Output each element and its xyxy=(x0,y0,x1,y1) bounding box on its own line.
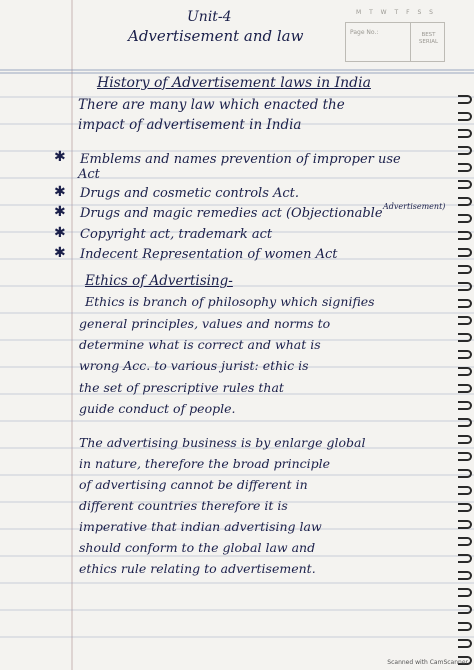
page-number-box xyxy=(345,9,445,62)
spiral-ring xyxy=(458,146,472,155)
spiral-ring xyxy=(458,248,472,257)
spiral-ring xyxy=(458,520,472,529)
spiral-ring xyxy=(458,503,472,512)
bullet-asterisk-icon: ✱ xyxy=(54,204,66,220)
ethics-line: guide conduct of people. xyxy=(79,401,236,416)
spiral-ring xyxy=(458,214,472,223)
page-title: Advertisement and law xyxy=(128,27,304,45)
section-heading-history: History of Advertisement laws in India xyxy=(97,75,371,91)
ethics-line: general principles, values and norms to xyxy=(79,316,331,331)
spiral-ring xyxy=(458,231,472,240)
ethics-line: determine what is correct and what is xyxy=(79,337,321,352)
spiral-ring xyxy=(458,605,472,614)
unit-label: Unit-4 xyxy=(187,9,232,25)
global-line: different countries therefore it is xyxy=(79,498,288,513)
spiral-ring xyxy=(458,571,472,580)
spiral-ring xyxy=(458,197,472,206)
page-number-label: Page No.: xyxy=(350,29,379,36)
section-heading-ethics: Ethics of Advertising- xyxy=(85,273,233,289)
bullet-item-cont: Act xyxy=(78,167,100,182)
scanner-watermark: Scanned with CamScanner xyxy=(387,659,468,666)
spiral-ring xyxy=(458,418,472,427)
spiral-ring xyxy=(458,163,472,172)
spiral-ring xyxy=(458,316,472,325)
spiral-ring xyxy=(458,112,472,121)
spiral-ring xyxy=(458,180,472,189)
spiral-ring xyxy=(458,333,472,342)
spiral-ring xyxy=(458,367,472,376)
spiral-ring xyxy=(458,384,472,393)
spiral-ring xyxy=(458,299,472,308)
bullet-asterisk-icon: ✱ xyxy=(54,184,66,200)
spiral-ring xyxy=(458,452,472,461)
spiral-ring xyxy=(458,537,472,546)
bullet-asterisk-icon: ✱ xyxy=(54,245,66,261)
ethics-line: the set of prescriptive rules that xyxy=(79,380,284,395)
bullet-item-cont: Advertisement) xyxy=(383,202,446,211)
spiral-ring xyxy=(458,435,472,444)
spiral-ring xyxy=(458,282,472,291)
box-divider xyxy=(410,23,411,61)
bullet-item: Drugs and magic remedies act (Objectionable xyxy=(80,206,383,221)
global-line: in nature, therefore the broad principle xyxy=(79,456,331,471)
bullet-item: Drugs and cosmetic controls Act. xyxy=(80,186,300,201)
bullet-asterisk-icon: ✱ xyxy=(54,149,66,165)
global-line: of advertising cannot be different in xyxy=(79,477,308,492)
spiral-ring xyxy=(458,588,472,597)
ethics-line: Ethics is branch of philosophy which signifies xyxy=(85,294,375,309)
intro-line: impact of advertisement in India xyxy=(78,117,302,133)
week-letters: M T W T F S S xyxy=(356,9,436,16)
spiral-ring xyxy=(458,129,472,138)
bullet-item: Indecent Representation of women Act xyxy=(80,247,338,262)
bullet-item: Copyright act, trademark act xyxy=(80,227,273,242)
spiral-ring xyxy=(458,554,472,563)
global-line: ethics rule relating to advertisement. xyxy=(79,561,316,576)
spiral-ring xyxy=(458,401,472,410)
spiral-ring xyxy=(458,639,472,648)
spiral-ring xyxy=(458,265,472,274)
bullet-asterisk-icon: ✱ xyxy=(54,225,66,241)
spiral-ring xyxy=(458,95,472,104)
global-line: should conform to the global law and xyxy=(79,540,316,555)
ethics-line: wrong Acc. to various jurist: ethic is xyxy=(79,358,309,373)
spiral-ring xyxy=(458,622,472,631)
global-line: The advertising business is by enlarge global xyxy=(79,435,366,450)
intro-line: There are many law which enacted the xyxy=(78,97,345,113)
spiral-ring xyxy=(458,469,472,478)
bullet-item: Emblems and names prevention of improper use xyxy=(80,152,401,167)
spiral-ring xyxy=(458,350,472,359)
brand-label: BEST SERIAL xyxy=(418,32,439,46)
global-line: imperative that indian advertising law xyxy=(79,519,322,534)
spiral-ring xyxy=(458,486,472,495)
